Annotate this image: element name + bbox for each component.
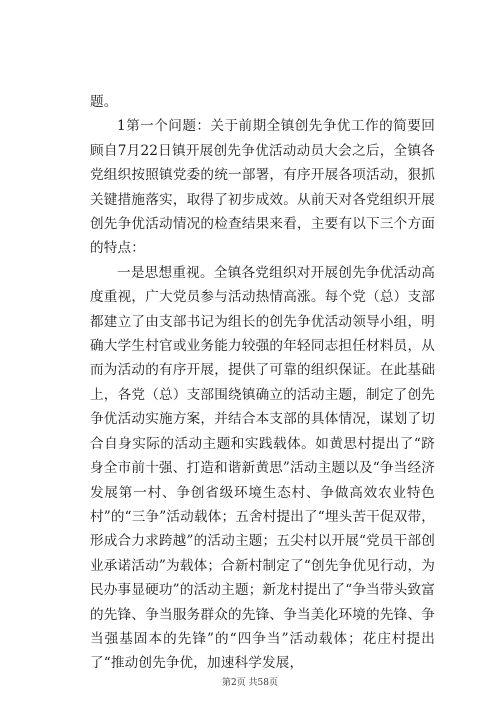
paragraph-continuation: 题。 (90, 94, 118, 110)
document-body (90, 90, 435, 676)
paragraph-ideological-emphasis: 一是思想重视。全镇各党组织对开展创先争优活动高度重视，广大党员参与活动热情高涨。每个党（总）支部都建立了由支部书记为组长的创先争优活动领导小组，明确大学生村官或业务能力较强的年轻同志担任材料员，从而为活动的有序开展，提供了可靠的组织保证。在此基础上，各党（总）支部围绕镇确立的活动主题，制定了创先争优活动实施方案，并结合本支部的具体情况，谋划了切合自身实际的活动主题和实践载体。如黄思村提出了“跻身全市前十强、打造和谐新黄思”活动主题以及“争当经济发展第一村、争创省级环境生态村、争做高效农业特色村”的“三争”活动载体；五舍村提出了“埋头苦干促双带，形成合力求跨越”的活动主题；五尖村以开展“党员干部创业承诺活动”为载体；合新村制定了“创先争优见行动，为民办事显硬功”的活动主题；新龙村提出了“争当带头致富的先锋、争当服务群众的先锋、争当美化环境的先锋、争当强基固本的先锋”的“四争当”活动载体；花庄村提出了“推动创先争优，加速科学发展， (90, 264, 435, 672)
page-footer: 第2页 共58页 (221, 678, 279, 688)
paragraph-first-question: 1第一个问题：关于前期全镇创先争优工作的简要回顾自7月22日镇开展创先争优活动动员大会之后，全镇各党组织按照镇党委的统一部署，有序开展各项活动，狠抓关键措施落实，取得了初步成效。从前天对各党组织开展创先争优活动情况的检查结果来看，主要有以下三个方面的特点： (90, 118, 435, 257)
